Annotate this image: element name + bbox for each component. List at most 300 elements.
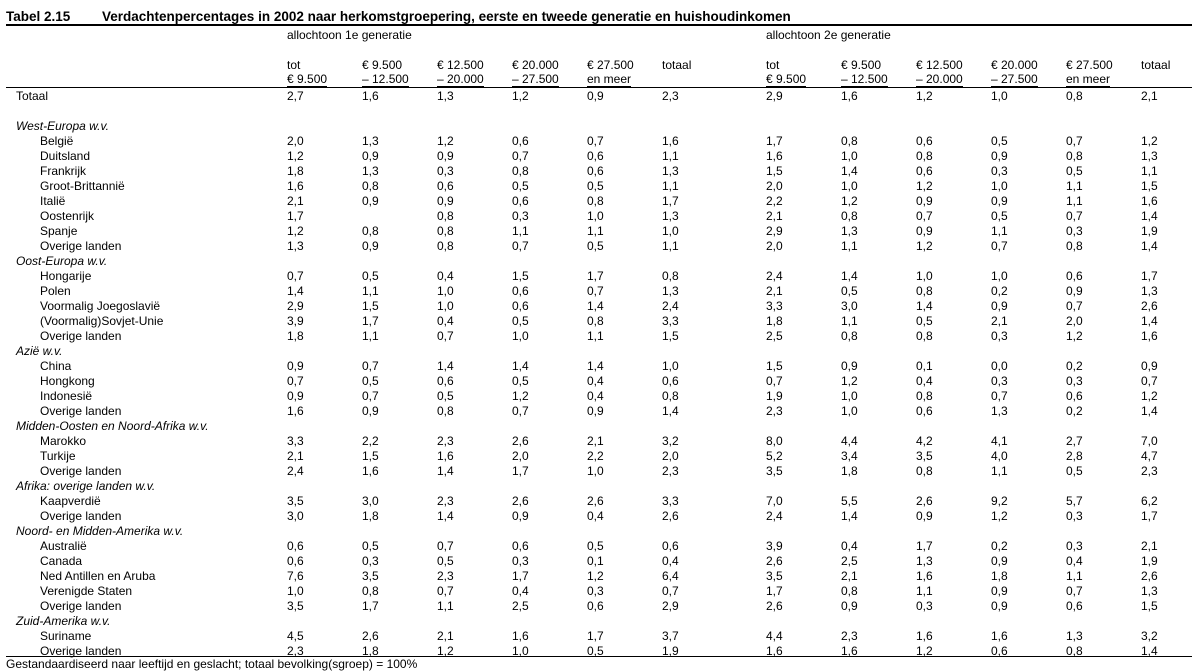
table-cell: 0,1 [916,359,933,373]
region-row [0,419,1200,434]
table-cell: 0,5 [587,239,604,253]
table-cell: 0,5 [512,374,529,388]
row-label: (Voormalig)Sovjet-Unie [40,314,164,328]
table-cell: 1,6 [916,569,933,583]
table-cell: 1,4 [437,509,454,523]
table-cell: 0,2 [1066,404,1083,418]
table-cell: 0,6 [662,374,679,388]
column-header-line2: € 9.500 [287,72,328,86]
table-cell: 3,0 [287,509,304,523]
table-cell: 1,5 [362,449,379,463]
table-cell: 0,7 [512,404,529,418]
table-cell: 0,8 [841,329,858,343]
table-cell: 0,5 [841,284,858,298]
table-row [0,329,1200,344]
table-cell: 1,2 [841,374,858,388]
table-cell: 0,6 [1066,599,1083,613]
column-header-line1: € 12.500 [437,58,484,72]
table-cell: 7,0 [766,494,783,508]
table-cell: 2,4 [662,299,679,313]
table-cell: 1,8 [287,329,304,343]
table-cell: 4,5 [287,629,304,643]
row-label: België [40,134,74,148]
table-cell: 1,1 [1066,569,1083,583]
table-cell: 1,8 [991,569,1008,583]
table-row [0,134,1200,149]
table-cell: 0,8 [512,164,529,178]
table-cell: 1,4 [841,164,858,178]
table-row [0,509,1200,524]
column-header-line2: – 20.000 [437,72,484,86]
column-header-line1: € 9.500 [841,58,882,72]
table-cell: 1,4 [437,464,454,478]
table-cell: 1,7 [662,194,679,208]
table-row [0,449,1200,464]
row-label: Frankrijk [40,164,87,178]
column-header [916,58,963,87]
table-cell: 0,5 [991,209,1008,223]
table-cell: 7,6 [287,569,304,583]
table-cell: 1,2 [437,134,454,148]
table-row [0,434,1200,449]
table-cell: 0,9 [362,149,379,163]
table-cell: 0,9 [916,194,933,208]
row-label: Oostenrijk [40,209,95,223]
table-row [0,239,1200,254]
table-cell: 1,2 [512,389,529,403]
table-cell: 1,4 [1141,404,1158,418]
table-row [0,569,1200,584]
table-cell: 0,8 [916,149,933,163]
table-cell: 1,8 [362,509,379,523]
table-cell: 0,4 [841,539,858,553]
table-cell: 0,7 [1066,134,1083,148]
table-cell: 0,9 [991,194,1008,208]
table-cell: 0,4 [1066,554,1083,568]
column-header [587,58,634,87]
table-cell: 1,6 [287,404,304,418]
table-cell: 2,7 [287,89,304,103]
column-header-line2: – 27.500 [991,72,1038,86]
table-cell: 2,1 [1141,89,1158,103]
column-header-line1: tot [766,58,780,72]
table-cell: 1,1 [587,329,604,343]
table-cell: 0,8 [841,584,858,598]
table-cell: 2,3 [662,464,679,478]
table-row [0,284,1200,299]
row-label: Noord- en Midden-Amerika w.v. [16,524,184,538]
table-cell: 0,4 [662,554,679,568]
row-label: Overige landen [40,329,122,343]
table-cell: 0,6 [287,554,304,568]
table-cell: 0,4 [587,389,604,403]
table-cell: 1,1 [916,584,933,598]
table-cell: 0,4 [587,509,604,523]
column-header-line1: € 9.500 [362,58,403,72]
table-cell: 0,9 [587,89,604,103]
table-cell: 2,3 [437,569,454,583]
table-row [0,359,1200,374]
column-header-line2: € 9.500 [766,72,807,86]
table-cell: 2,1 [1141,539,1158,553]
table-cell: 0,9 [991,299,1008,313]
table-cell: 3,9 [766,539,783,553]
row-label: Afrika: overige landen w.v. [16,479,156,493]
region-row [0,254,1200,269]
column-header [1141,58,1170,72]
table-cell: 3,3 [287,434,304,448]
table-cell: 0,9 [1066,284,1083,298]
table-cell: 0,8 [662,269,679,283]
table-cell: 1,0 [916,269,933,283]
table-cell: 1,1 [991,224,1008,238]
spacer-row [0,104,1200,119]
table-cell: 0,8 [362,179,379,193]
table-cell: 1,3 [287,239,304,253]
table-cell: 1,8 [287,164,304,178]
table-cell: 3,5 [766,569,783,583]
table-cell: 2,1 [766,284,783,298]
table-cell: 0,5 [437,554,454,568]
table-cell: 1,6 [512,629,529,643]
table-cell: 0,8 [841,134,858,148]
row-label: Ned Antillen en Aruba [40,569,156,583]
table-cell: 1,4 [437,359,454,373]
row-label: Azië w.v. [16,344,63,358]
table-cell: 6,2 [1141,494,1158,508]
row-label: Canada [40,554,83,568]
table-cell: 0,9 [916,509,933,523]
table-cell: 1,5 [1141,179,1158,193]
table-cell: 2,5 [512,599,529,613]
table-cell: 0,3 [512,554,529,568]
table-cell: 1,3 [437,89,454,103]
table-cell: 1,6 [991,629,1008,643]
table-cell: 0,3 [1066,509,1083,523]
table-cell: 2,1 [287,194,304,208]
row-label: Suriname [40,629,92,643]
table-cell: 1,3 [1141,149,1158,163]
column-header-line2: en meer [1066,72,1111,86]
table-cell: 1,7 [512,569,529,583]
table-cell: 0,4 [916,374,933,388]
table-cell: 2,3 [437,434,454,448]
table-cell: 1,6 [841,644,858,658]
table-cell: 2,0 [662,449,679,463]
table-cell: 0,3 [1066,224,1083,238]
table-cell: 0,5 [362,539,379,553]
table-cell: 1,5 [766,359,783,373]
table-cell: 0,5 [512,314,529,328]
table-row [0,584,1200,599]
table-cell: 1,1 [662,149,679,163]
table-cell: 0,9 [587,404,604,418]
table-cell: 0,9 [841,599,858,613]
table-cell: 2,3 [766,404,783,418]
table-cell: 0,2 [991,284,1008,298]
table-cell: 0,6 [587,149,604,163]
column-header-line1: totaal [1141,58,1171,72]
table-cell: 2,2 [766,194,783,208]
table-cell: 2,6 [362,629,379,643]
row-label: Marokko [40,434,87,448]
table-cell: 2,6 [587,494,604,508]
table-cell: 1,6 [1141,329,1158,343]
table-cell: 1,8 [766,314,783,328]
table-row [0,464,1200,479]
table-cell: 1,1 [1066,194,1083,208]
column-header-line2: – 27.500 [512,72,559,86]
table-cell: 0,6 [512,284,529,298]
table-cell: 0,6 [287,539,304,553]
column-header [362,58,409,87]
table-cell: 0,6 [916,164,933,178]
table-cell: 1,5 [512,269,529,283]
table-cell: 1,7 [512,464,529,478]
table-cell: 0,9 [362,404,379,418]
table-cell: 2,2 [362,434,379,448]
table-cell: 1,2 [1066,329,1083,343]
table-cell: 1,6 [1141,194,1158,208]
table-cell: 2,1 [841,569,858,583]
table-cell: 1,3 [662,209,679,223]
table-cell: 9,2 [991,494,1008,508]
table-cell: 0,8 [1066,644,1083,658]
table-body [0,89,1200,659]
table-cell: 0,4 [437,269,454,283]
table-cell: 2,9 [287,299,304,313]
row-label: Groot-Brittannië [40,179,125,193]
table-cell: 1,3 [662,284,679,298]
table-row [0,554,1200,569]
table-cell: 1,1 [841,314,858,328]
table-cell: 2,3 [437,494,454,508]
table-cell: 0,5 [437,389,454,403]
footnote: Gestandaardiseerd naar leeftijd en geslacht; totaal bevolking(sgroep) = 100% [6,657,418,671]
table-cell: 0,3 [1066,374,1083,388]
table-cell: 0,5 [362,269,379,283]
row-label: Overige landen [40,239,122,253]
table-cell: 2,6 [1141,299,1158,313]
table-cell: 1,7 [1141,269,1158,283]
table-cell: 0,9 [1141,359,1158,373]
table-cell: 1,3 [1141,284,1158,298]
table-cell: 3,5 [287,599,304,613]
table-cell: 1,0 [991,89,1008,103]
table-cell: 0,7 [916,209,933,223]
row-label: Verenigde Staten [40,584,133,598]
table-cell: 1,0 [662,359,679,373]
table-cell: 0,8 [362,584,379,598]
table-cell: 0,6 [587,599,604,613]
table-cell: 0,8 [916,464,933,478]
table-cell: 0,8 [1066,239,1083,253]
column-header-line2: – 12.500 [362,72,409,86]
table-cell: 1,0 [512,644,529,658]
table-cell: 1,7 [362,599,379,613]
table-cell: 0,7 [766,374,783,388]
table-cell: 2,3 [287,644,304,658]
column-header [766,58,806,87]
table-cell: 0,7 [437,329,454,343]
table-row [0,269,1200,284]
table-cell: 2,4 [287,464,304,478]
table-cell: 1,2 [916,239,933,253]
table-cell: 1,0 [841,149,858,163]
table-cell: 0,3 [991,164,1008,178]
column-header [1066,58,1113,87]
table-cell: 1,0 [587,209,604,223]
table-cell: 1,0 [991,179,1008,193]
table-cell: 0,7 [512,239,529,253]
table-cell: 1,7 [587,629,604,643]
table-cell: 1,0 [841,389,858,403]
table-cell: 1,2 [916,179,933,193]
table-cell: 1,7 [766,584,783,598]
table-cell: 1,9 [766,389,783,403]
table-cell: 0,8 [437,224,454,238]
table-cell: 2,3 [1141,464,1158,478]
column-header-line1: € 27.500 [587,58,634,72]
table-cell: 0,6 [916,404,933,418]
row-label: Oost-Europa w.v. [16,254,108,268]
table-cell: 5,2 [766,449,783,463]
table-cell: 1,7 [916,539,933,553]
table-cell: 3,3 [662,314,679,328]
table-cell: 2,6 [766,599,783,613]
table-cell: 0,9 [841,359,858,373]
table-cell: 0,8 [1066,149,1083,163]
table-cell: 0,9 [287,389,304,403]
table-cell: 2,1 [437,629,454,643]
table-cell: 0,7 [512,149,529,163]
table-cell: 1,3 [916,554,933,568]
table-cell: 3,3 [662,494,679,508]
row-label: Polen [40,284,71,298]
table-cell: 1,7 [1141,509,1158,523]
table-cell: 4,1 [991,434,1008,448]
row-label: Turkije [40,449,76,463]
row-label: Overige landen [40,464,122,478]
table-cell: 0,7 [362,359,379,373]
table-cell: 3,0 [841,299,858,313]
row-label: Hongkong [40,374,95,388]
table-cell: 2,6 [662,509,679,523]
table-cell: 1,2 [287,149,304,163]
row-label: Indonesië [40,389,93,403]
column-header-line2: – 12.500 [841,72,888,86]
row-label: Totaal [16,89,49,103]
table-cell: 0,7 [437,539,454,553]
table-cell: 1,0 [587,464,604,478]
group-header-second-generation: allochtoon 2e generatie [766,28,891,42]
table-cell: 0,8 [1066,89,1083,103]
row-label: Midden-Oosten en Noord-Afrika w.v. [16,419,209,433]
table-cell: 0,6 [916,134,933,148]
table-row [0,314,1200,329]
table-cell: 3,5 [916,449,933,463]
table-cell: 0,5 [1066,464,1083,478]
table-row [0,494,1200,509]
table-cell: 2,3 [841,629,858,643]
table-cell: 1,2 [587,569,604,583]
table-cell: 2,0 [1066,314,1083,328]
table-cell: 1,9 [1141,554,1158,568]
table-cell: 1,6 [287,179,304,193]
table-cell: 2,2 [587,449,604,463]
table-cell: 1,5 [766,164,783,178]
column-header-line2: en meer [587,72,632,86]
table-row [0,389,1200,404]
table-cell: 2,0 [766,179,783,193]
table-cell: 1,9 [1141,224,1158,238]
column-header-line2: – 20.000 [916,72,963,86]
table-cell: 1,1 [991,464,1008,478]
column-header-line1: totaal [662,58,692,72]
table-cell: 0,5 [991,134,1008,148]
table-cell: 1,1 [1141,164,1158,178]
table-row [0,194,1200,209]
table-cell: 0,9 [991,599,1008,613]
table-cell: 2,0 [766,239,783,253]
table-cell: 3,5 [362,569,379,583]
table-cell: 1,4 [587,299,604,313]
table-cell: 0,7 [587,134,604,148]
table-cell: 1,1 [841,239,858,253]
table-cell: 2,6 [512,494,529,508]
table-cell: 7,0 [1141,434,1158,448]
table-cell: 1,6 [766,644,783,658]
table-row [0,179,1200,194]
table-cell: 1,4 [841,269,858,283]
table-cell: 0,8 [841,209,858,223]
table-cell: 1,0 [437,284,454,298]
table-cell: 2,3 [662,89,679,103]
table-cell: 1,4 [662,404,679,418]
table-cell: 0,9 [362,239,379,253]
table-cell: 0,5 [512,179,529,193]
table-cell: 0,3 [991,374,1008,388]
table-row [0,599,1200,614]
table-cell: 1,6 [437,449,454,463]
region-row [0,344,1200,359]
table-cell: 0,8 [662,389,679,403]
table-cell: 0,4 [587,374,604,388]
table-cell: 0,8 [437,209,454,223]
table-cell: 2,4 [766,269,783,283]
table-cell: 1,4 [841,509,858,523]
table-cell: 1,6 [766,149,783,163]
table-cell: 3,5 [766,464,783,478]
table-cell: 0,0 [991,359,1008,373]
table-cell: 1,0 [512,329,529,343]
row-label: Duitsland [40,149,91,163]
table-cell: 1,0 [437,299,454,313]
row-label: Voormalig Joegoslavië [40,299,161,313]
table-cell: 4,4 [766,629,783,643]
table-cell: 2,6 [1141,569,1158,583]
column-header-line1: € 12.500 [916,58,963,72]
row-label: Overige landen [40,404,122,418]
table-cell: 1,1 [437,599,454,613]
table-cell: 0,3 [512,209,529,223]
column-header [662,58,691,72]
table-cell: 0,4 [512,584,529,598]
row-label: Spanje [40,224,78,238]
table-cell: 3,2 [1141,629,1158,643]
table-cell: 1,0 [991,269,1008,283]
table-cell: 1,2 [841,194,858,208]
